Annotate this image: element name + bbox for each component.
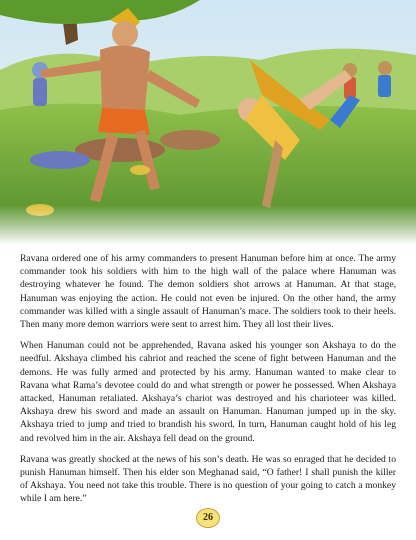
paragraph-2: When Hanuman could not be apprehended, Ravana asked his younger son Akshaya to do the needful. Akshaya climbed his cahriot and reached the scene of fight between Hanuman and the demons. He was fully armed and protected by his army. Hanuman wanted to make clear to Ravana what Rama’s devotee could do and what strength or power he possessed. When Akshaya attacked, Hanuman retaliated. Akshaya’s chariot was destroyed and his charioteer was killed. Akshaya drew his sword and made an assault on Hanuman. Hanuman jumped up in the sky. Akshaya tried to jump and tried to brandish his sword. In turn, Hanuman caught hold of his leg and revolved him in the air. Akshaya fell dead on the ground. <box>20 340 396 444</box>
page-number-badge: 26 <box>196 508 220 528</box>
story-illustration <box>0 0 416 245</box>
bottom-fade <box>0 205 416 245</box>
paragraph-3: Ravana was greatly shocked at the news of his son’s death. He was so enraged that he decided to punish Hanuman himself. Then his elder son Meghanad said, “O father! I shall punish the killer of Akshaya. You need not take this trouble. There is no question of your going to catch a monkey while I am here.” <box>20 453 396 505</box>
paragraph-1: Ravana ordered one of his army commanders to present Hanuman before him at once. The army commander took his soldiers with him to the high wall of the palace where Hanuman was destroying whatever he found. The demon soldiers shot arrows at Hanuman. At that stage, Hanuman was enjoying the action. He could not even be injured. On the other hand, the army commander was killed with a single assault of Hanuman’s mace. The soldiers took to their heels. Then many more demon warriors were sent to arrest him. They all lost their lives. <box>20 253 396 331</box>
story-text <box>20 252 396 514</box>
